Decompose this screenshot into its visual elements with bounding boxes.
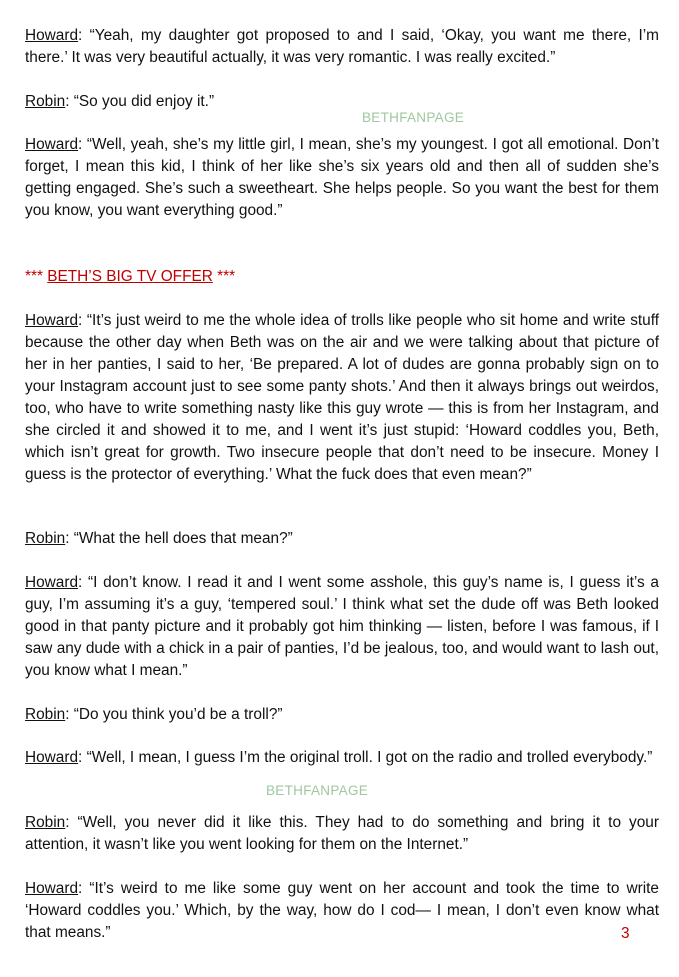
dialogue-text: : “Well, you never did it like this. They had to do something and bring it to your attention, it wasn’t like you went looking for them on the Internet.” <box>25 814 659 853</box>
dialogue-paragraph <box>25 704 659 726</box>
speaker-name: Howard <box>25 27 79 44</box>
heading-title: BETH’S BIG TV OFFER <box>47 268 213 285</box>
speaker-name: Howard <box>25 136 79 153</box>
heading-prefix: *** <box>25 268 48 285</box>
dialogue-text: : “Do you think you’d be a troll?” <box>65 706 283 723</box>
dialogue-paragraph <box>25 812 659 856</box>
dialogue-paragraph <box>25 91 659 113</box>
heading-suffix: *** <box>212 268 236 285</box>
dialogue-text: : “Well, yeah, she’s my little girl, I mean, she’s my youngest. I got all emotional. Don’t forget, I mean this kid, I think of her like she’s six years old and then all of sudden she’s getting engaged. She’s such a sweetheart. She helps people. So you want the best for them you know, you want everything good.” <box>25 136 659 219</box>
dialogue-text: : “It’s just weird to me the whole idea of trolls like people who sit home and write stuff because the other day when Beth was on the air and we were talking about that picture of her in her panties, I said to her, ‘Be prepared. A lot of dudes are gonna probably sign on to your Instagram account just to see some panty shots.’ And then it always brings out weirdos, too, who have to write something nasty like this guy wrote — this is from her Instagram, and she circled it and showed it to me, and I went it’s just stupid: ‘Howard coddles you, Beth, which isn’t great for growth. Two insecure people that don’t need to be insecure. Money I guess is the protector of everything.’ What the fuck does that even mean?” <box>25 312 659 483</box>
speaker-name: Robin <box>25 93 66 110</box>
speaker-name: Robin <box>25 706 66 723</box>
section-heading <box>25 266 235 288</box>
speaker-name: Howard <box>25 749 79 766</box>
dialogue-text: : “I don’t know. I read it and I went some asshole, this guy’s name is, I guess it’s a guy, I’m assuming it’s a guy, ‘tempered soul.’ I think what set the dude off was Beth looked good in that panty picture and it probably got him thinking — listen, before I was famous, if I saw any dude with a chick in a pair of panties, I’d be jealous, too, and would want to lash out, you know what I mean.” <box>25 574 659 679</box>
speaker-name: Howard <box>25 880 79 897</box>
speaker-name: Robin <box>25 530 66 547</box>
dialogue-paragraph <box>25 25 659 69</box>
dialogue-text: : “It’s weird to me like some guy went on her account and took the time to write ‘Howard coddles you.’ Which, by the way, how do I cod— I mean, I don’t even know what that means.” <box>25 880 659 941</box>
dialogue-text: : “Yeah, my daughter got proposed to and I said, ‘Okay, you want me there, I’m there.’ It was very beautiful actually, it was very romantic. I was really excited.” <box>25 27 659 66</box>
dialogue-paragraph <box>25 528 659 550</box>
speaker-name: Robin <box>25 814 66 831</box>
dialogue-text: : “What the hell does that mean?” <box>65 530 293 547</box>
watermark-text: BETHFANPAGE <box>362 110 465 125</box>
dialogue-text: : “Well, I mean, I guess I’m the original troll. I got on the radio and trolled everybody.” <box>78 749 653 766</box>
speaker-name: Howard <box>25 312 79 329</box>
watermark-text: BETHFANPAGE <box>266 783 369 798</box>
speaker-name: Howard <box>25 574 79 591</box>
dialogue-paragraph <box>25 134 659 222</box>
page-number: 3 <box>621 925 630 942</box>
dialogue-text: : “So you did enjoy it.” <box>65 93 215 110</box>
dialogue-paragraph <box>25 572 659 682</box>
dialogue-paragraph <box>25 310 659 486</box>
dialogue-paragraph <box>25 747 659 769</box>
dialogue-paragraph <box>25 878 659 944</box>
